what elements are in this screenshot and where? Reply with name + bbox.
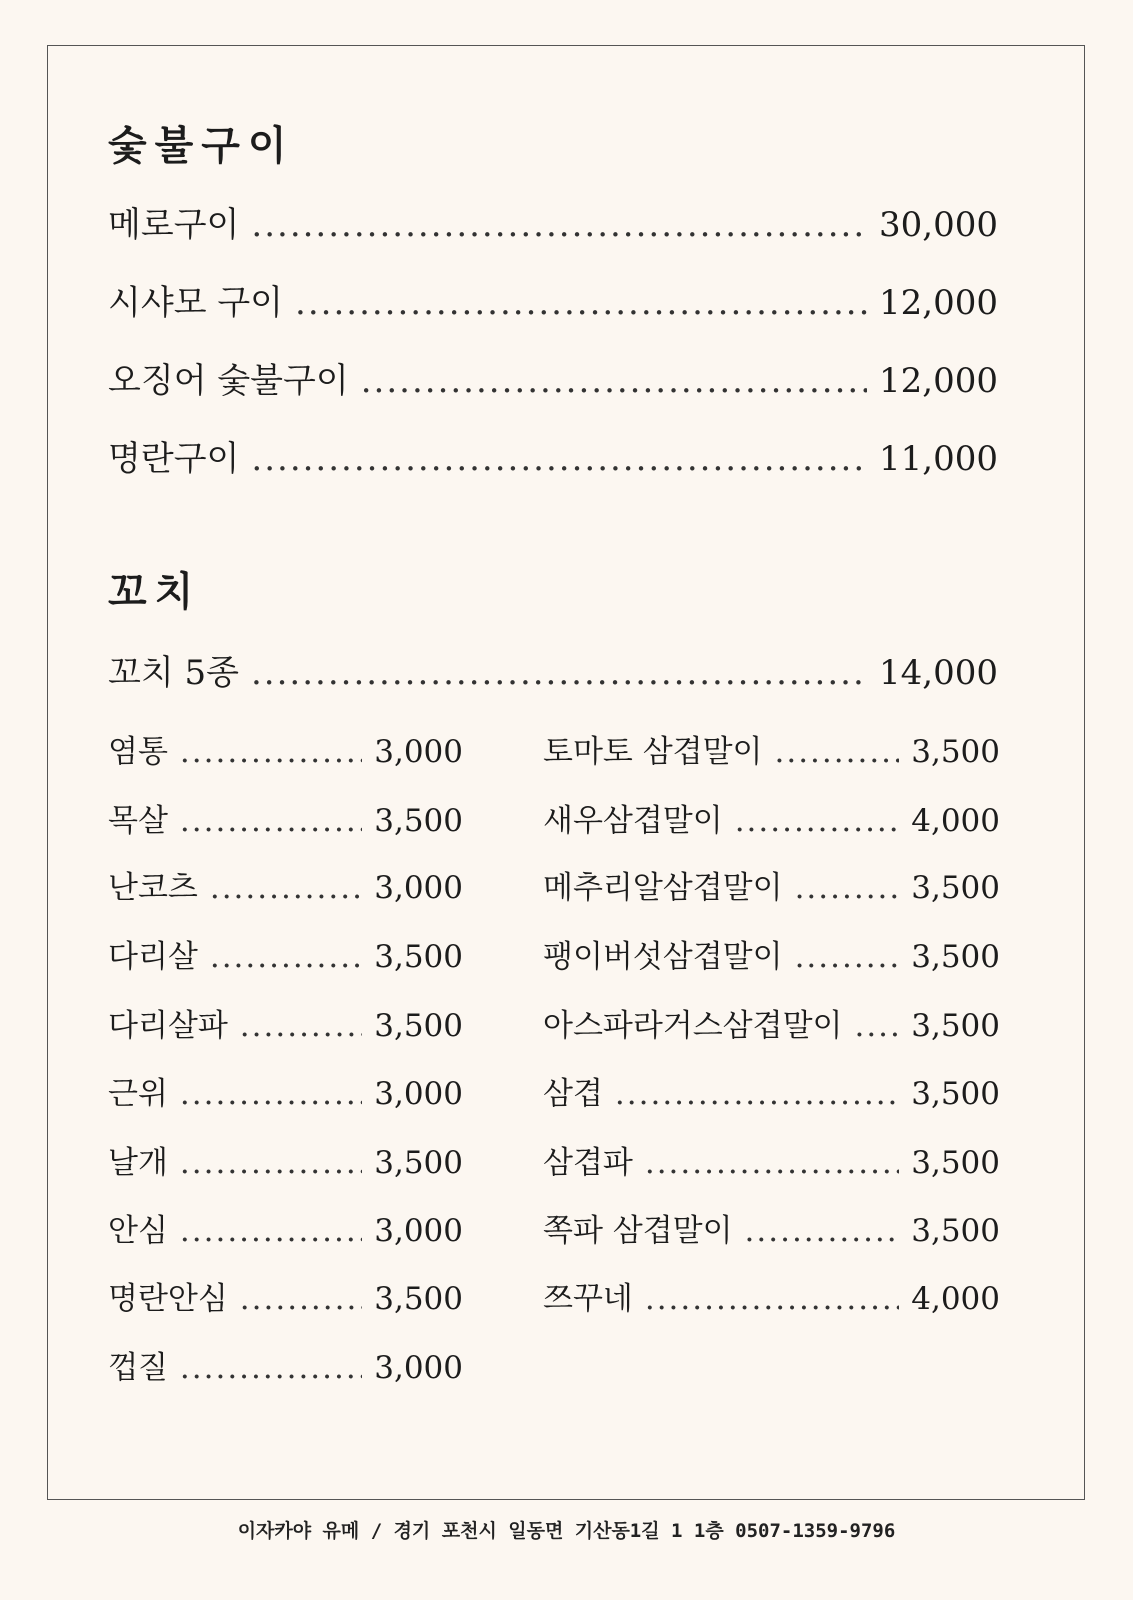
menu-item-name: 명란구이 [108, 439, 240, 479]
menu-item-price: 3,500 [911, 939, 1000, 975]
menu-item-set [108, 653, 998, 693]
menu-item-name: 염통 [108, 734, 168, 770]
menu-item-price: 11,000 [879, 439, 998, 479]
menu-item-name: 오징어 숯불구이 [108, 361, 349, 401]
menu-item-name: 삼겹파 [543, 1145, 633, 1181]
menu-item-name: 새우삼겹말이 [543, 803, 723, 839]
menu-item [108, 803, 463, 839]
menu-item-name: 껍질 [108, 1350, 168, 1386]
menu-item-price: 3,500 [911, 870, 1000, 906]
leader-dots [210, 873, 362, 904]
menu-item [108, 1350, 463, 1386]
menu-item-name: 팽이버섯삼겹말이 [543, 939, 783, 975]
menu-item-price: 3,500 [911, 1145, 1000, 1181]
menu-item-name: 목살 [108, 803, 168, 839]
leader-dots [645, 1148, 899, 1179]
menu-item-price: 3,000 [374, 1076, 463, 1112]
leader-dots [774, 737, 899, 768]
menu-item [108, 361, 998, 401]
menu-item [543, 1281, 1000, 1317]
section-title-skewers: 꼬치 [108, 568, 202, 615]
leader-dots [210, 942, 362, 973]
menu-item [543, 1008, 1000, 1044]
leader-dots [180, 1216, 362, 1247]
menu-item [108, 870, 463, 906]
menu-item-name: 안심 [108, 1213, 168, 1249]
menu-item [543, 870, 1000, 906]
menu-item [543, 1213, 1000, 1249]
leader-dots [735, 806, 900, 837]
menu-item-name: 꼬치 5종 [108, 653, 239, 693]
leader-dots [240, 1011, 362, 1042]
leader-dots [180, 1353, 362, 1384]
menu-item [108, 939, 463, 975]
leader-dots [251, 656, 867, 690]
menu-item-name: 근위 [108, 1076, 168, 1112]
menu-item-price: 30,000 [879, 205, 998, 245]
menu-item-price: 3,500 [374, 1145, 463, 1181]
leader-dots [180, 737, 362, 768]
menu-item-price: 3,500 [911, 1213, 1000, 1249]
menu-item-name: 쯔꾸네 [543, 1281, 633, 1317]
menu-item-price: 3,500 [374, 1008, 463, 1044]
footer-address: 이자카야 유메 / 경기 포천시 일동면 기산동1길 1 1층 0507-1359-9796 [237, 1520, 896, 1542]
menu-item-name: 아스파라거스삼겹말이 [543, 1008, 843, 1044]
menu-item [108, 1145, 463, 1181]
menu-item-name: 난코츠 [108, 870, 198, 906]
menu-item-price: 3,500 [374, 939, 463, 975]
menu-item-name: 날개 [108, 1145, 168, 1181]
menu-item-price: 3,500 [911, 1008, 1000, 1044]
leader-dots [795, 873, 900, 904]
menu-item-price: 3,000 [374, 1213, 463, 1249]
leader-dots [251, 208, 867, 242]
menu-item-price: 4,000 [911, 803, 1000, 839]
menu-item-name: 다리살파 [108, 1008, 228, 1044]
leader-dots [745, 1216, 900, 1247]
menu-item-name: 쪽파 삼겹말이 [543, 1213, 733, 1249]
menu-item [108, 439, 998, 479]
menu-item-name: 명란안심 [108, 1281, 228, 1317]
menu-item-name: 시샤모 구이 [108, 283, 284, 323]
leader-dots [645, 1284, 899, 1315]
menu-item-name: 메로구이 [108, 205, 240, 245]
leader-dots [854, 1011, 899, 1042]
menu-item [108, 1008, 463, 1044]
menu-item-price: 3,500 [911, 734, 1000, 770]
leader-dots [180, 1079, 362, 1110]
menu-item [108, 734, 463, 770]
menu-item-name: 다리살 [108, 939, 198, 975]
leader-dots [615, 1079, 899, 1110]
menu-item-price: 12,000 [879, 283, 998, 323]
menu-item-name: 메추리알삼겹말이 [543, 870, 783, 906]
menu-item-name: 삼겹 [543, 1076, 603, 1112]
menu-item-price: 12,000 [879, 361, 998, 401]
menu-item-name: 토마토 삼겹말이 [543, 734, 763, 770]
menu-item-price: 3,500 [374, 1281, 463, 1317]
leader-dots [240, 1284, 362, 1315]
menu-item-price: 3,000 [374, 870, 463, 906]
menu-item [543, 803, 1000, 839]
leader-dots [795, 942, 900, 973]
menu-item-price: 3,000 [374, 1350, 463, 1386]
leader-dots [251, 442, 867, 476]
menu-item [108, 1213, 463, 1249]
leader-dots [295, 286, 867, 320]
menu-item-price: 3,500 [911, 1076, 1000, 1112]
menu-item-price: 14,000 [879, 653, 998, 693]
menu-item [543, 1145, 1000, 1181]
menu-item [108, 283, 998, 323]
menu-item [108, 205, 998, 245]
leader-dots [180, 1148, 362, 1179]
leader-dots [361, 364, 867, 398]
menu-item-price: 3,000 [374, 734, 463, 770]
menu-item-price: 3,500 [374, 803, 463, 839]
menu-item-price: 4,000 [911, 1281, 1000, 1317]
menu-item [543, 939, 1000, 975]
leader-dots [180, 806, 362, 837]
menu-item [543, 734, 1000, 770]
menu-item [543, 1076, 1000, 1112]
section-title-grill: 숯불구이 [108, 122, 295, 169]
menu-item [108, 1076, 463, 1112]
menu-item [108, 1281, 463, 1317]
